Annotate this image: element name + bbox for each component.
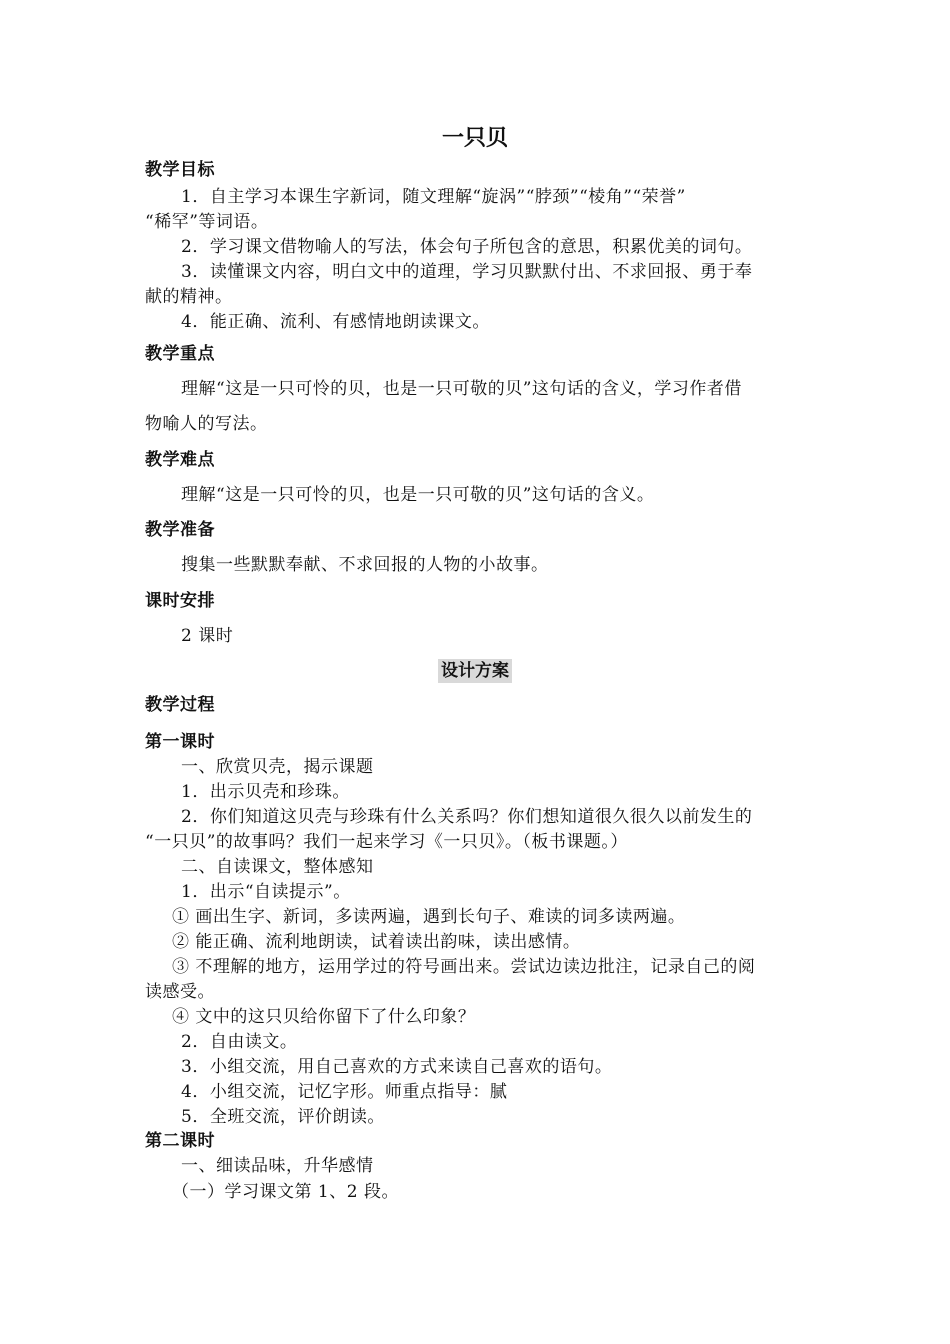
lesson2-line: 一、细读品味，升华感情 [181, 1156, 374, 1176]
difficulty-heading: 教学难点 [145, 450, 215, 470]
document-title: 一只贝 [441, 126, 508, 151]
lesson1-line: ② 能正确、流利地朗读，试着读出韵味，读出感情。 [172, 932, 581, 952]
goal-line: “稀罕”等词语。 [145, 212, 269, 232]
prep-heading: 教学准备 [145, 520, 215, 540]
prep-text: 搜集一些默默奉献、不求回报的人物的小故事。 [181, 555, 549, 575]
design-title: 设计方案 [438, 659, 512, 683]
difficulty-text: 理解“这是一只可怜的贝，也是一只可敬的贝”这句话的含义。 [181, 485, 655, 505]
lesson1-line: ④ 文中的这只贝给你留下了什么印象？ [172, 1007, 476, 1027]
schedule-text: 2 课时 [181, 626, 234, 646]
key-line: 理解“这是一只可怜的贝，也是一只可敬的贝”这句话的含义，学习作者借 [181, 379, 742, 399]
goal-line: 4．能正确、流利、有感情地朗读课文。 [181, 312, 490, 332]
lesson2-line: （一）学习课文第 1、2 段。 [172, 1182, 399, 1202]
lesson1-line: 4．小组交流，记忆字形。师重点指导：腻 [181, 1082, 508, 1102]
goal-line: 1．自主学习本课生字新词，随文理解“旋涡”“脖颈”“棱角”“荣誉” [181, 187, 686, 207]
lesson1-line: 5．全班交流，评价朗读。 [181, 1107, 385, 1127]
lesson1-line: 3．小组交流，用自己喜欢的方式来读自己喜欢的语句。 [181, 1057, 613, 1077]
process-heading: 教学过程 [145, 695, 215, 715]
lesson1-line: 1．出示“自读提示”。 [181, 882, 351, 902]
goal-line: 2．学习课文借物喻人的写法，体会句子所包含的意思，积累优美的词句。 [181, 237, 753, 257]
lesson1-line: 2．你们知道这贝壳与珍珠有什么关系吗？你们想知道很久很久以前发生的 [181, 807, 753, 827]
lesson2-heading: 第二课时 [145, 1131, 215, 1151]
key-line: 物喻人的写法。 [145, 414, 268, 434]
lesson1-heading: 第一课时 [145, 732, 215, 752]
goals-heading: 教学目标 [145, 160, 215, 180]
lesson1-line: 二、自读课文，整体感知 [181, 857, 374, 877]
schedule-heading: 课时安排 [145, 591, 215, 611]
lesson1-line: ③ 不理解的地方，运用学过的符号画出来。尝试边读边批注，记录自己的阅 [172, 957, 756, 977]
design-title-wrap [0, 659, 950, 683]
lesson1-line: 读感受。 [145, 982, 215, 1002]
lesson1-line: 2．自由读文。 [181, 1032, 298, 1052]
lesson1-line: “一只贝”的故事吗？我们一起来学习《一只贝》。（板书课题。） [145, 832, 628, 852]
lesson1-line: ① 画出生字、新词，多读两遍，遇到长句子、难读的词多读两遍。 [172, 907, 686, 927]
key-heading: 教学重点 [145, 344, 215, 364]
goal-line: 献的精神。 [145, 287, 233, 307]
lesson1-line: 1．出示贝壳和珍珠。 [181, 782, 350, 802]
lesson1-line: 一、欣赏贝壳，揭示课题 [181, 757, 374, 777]
goal-line: 3．读懂课文内容，明白文中的道理，学习贝默默付出、不求回报、勇于奉 [181, 262, 753, 282]
